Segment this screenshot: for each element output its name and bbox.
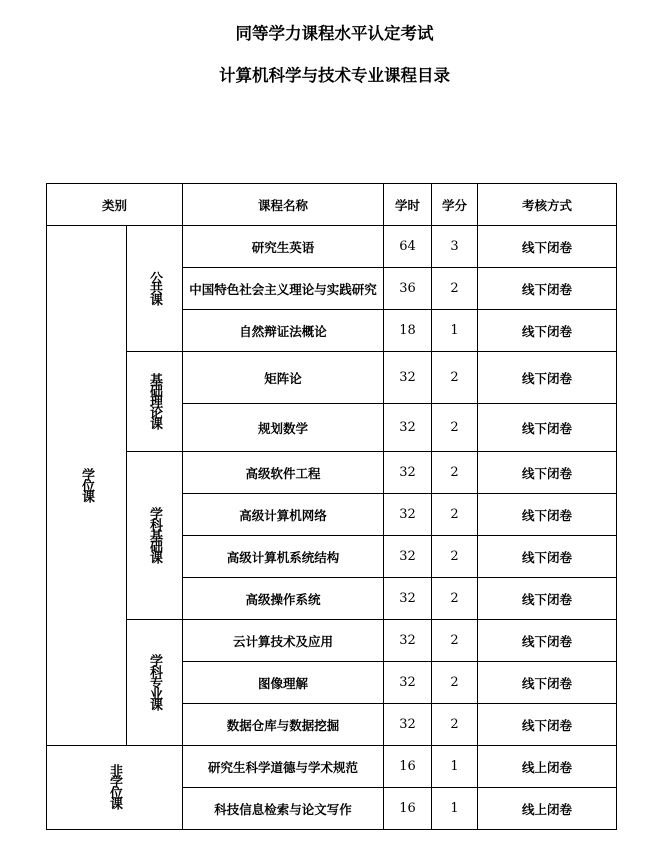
course-credits: 2 — [432, 404, 478, 452]
course-name: 数据仓库与数据挖掘 — [183, 704, 384, 746]
course-exam: 线上闭卷 — [478, 788, 617, 830]
course-credits: 1 — [432, 746, 478, 788]
table-row — [47, 352, 617, 404]
course-credits: 2 — [432, 536, 478, 578]
course-credits: 2 — [432, 494, 478, 536]
group-subject-basic — [127, 452, 183, 620]
course-exam: 线下闭卷 — [478, 226, 617, 268]
course-name: 高级操作系统 — [183, 578, 384, 620]
group-subject-major — [127, 620, 183, 746]
course-name: 矩阵论 — [183, 352, 384, 404]
course-hours: 32 — [384, 452, 432, 494]
course-credits: 2 — [432, 452, 478, 494]
course-hours: 16 — [384, 746, 432, 788]
course-hours: 18 — [384, 310, 432, 352]
course-exam: 线下闭卷 — [478, 310, 617, 352]
course-name: 规划数学 — [183, 404, 384, 452]
course-name: 研究生科学道德与学术规范 — [183, 746, 384, 788]
table-row — [47, 746, 617, 788]
course-hours: 32 — [384, 352, 432, 404]
header-exam-method: 考核方式 — [478, 184, 617, 226]
course-exam: 线上闭卷 — [478, 746, 617, 788]
course-credits: 2 — [432, 704, 478, 746]
table-header-row — [47, 184, 617, 226]
course-name: 图像理解 — [183, 662, 384, 704]
course-exam: 线下闭卷 — [478, 704, 617, 746]
header-course-name: 课程名称 — [183, 184, 384, 226]
course-hours: 32 — [384, 704, 432, 746]
course-credits: 1 — [432, 310, 478, 352]
course-hours: 32 — [384, 620, 432, 662]
course-hours: 32 — [384, 404, 432, 452]
table-row — [47, 226, 617, 268]
header-category: 类别 — [47, 184, 183, 226]
course-exam: 线下闭卷 — [478, 404, 617, 452]
course-exam: 线下闭卷 — [478, 578, 617, 620]
course-name: 自然辩证法概论 — [183, 310, 384, 352]
course-name: 中国特色社会主义理论与实践研究 — [183, 268, 384, 310]
group-public — [127, 226, 183, 352]
course-hours: 36 — [384, 268, 432, 310]
course-credits: 2 — [432, 268, 478, 310]
header-credits: 学分 — [432, 184, 478, 226]
page-subtitle: 计算机科学与技术专业课程目录 — [219, 66, 450, 85]
course-hours: 32 — [384, 662, 432, 704]
table-row — [47, 620, 617, 662]
course-hours: 32 — [384, 578, 432, 620]
table-row — [47, 452, 617, 494]
header-hours: 学时 — [384, 184, 432, 226]
course-exam: 线下闭卷 — [478, 494, 617, 536]
course-credits: 1 — [432, 788, 478, 830]
course-hours: 64 — [384, 226, 432, 268]
course-credits: 3 — [432, 226, 478, 268]
course-exam: 线下闭卷 — [478, 352, 617, 404]
course-exam: 线下闭卷 — [478, 452, 617, 494]
group-subject-basic-label: 学科基础课 — [147, 506, 162, 562]
group-public-label: 公共课 — [147, 270, 162, 304]
course-credits: 2 — [432, 620, 478, 662]
course-hours: 32 — [384, 536, 432, 578]
group-basic-theory-label: 基础理论课 — [147, 372, 162, 428]
course-name: 科技信息检索与论文写作 — [183, 788, 384, 830]
page-title: 同等学力课程水平认定考试 — [235, 24, 434, 43]
course-hours: 32 — [384, 494, 432, 536]
course-hours: 16 — [384, 788, 432, 830]
course-credits: 2 — [432, 352, 478, 404]
course-name: 云计算技术及应用 — [183, 620, 384, 662]
course-name: 研究生英语 — [183, 226, 384, 268]
course-exam: 线下闭卷 — [478, 268, 617, 310]
course-exam: 线下闭卷 — [478, 662, 617, 704]
group-non-degree-label: 非学位课 — [107, 764, 122, 808]
group-basic-theory — [127, 352, 183, 452]
course-name: 高级软件工程 — [183, 452, 384, 494]
course-exam: 线下闭卷 — [478, 620, 617, 662]
group-non-degree — [47, 746, 183, 830]
course-name: 高级计算机系统结构 — [183, 536, 384, 578]
group-degree — [47, 226, 127, 746]
group-degree-label: 学位课 — [79, 467, 94, 501]
course-credits: 2 — [432, 578, 478, 620]
group-subject-major-label: 学科专业课 — [147, 653, 162, 709]
course-credits: 2 — [432, 662, 478, 704]
course-exam: 线下闭卷 — [478, 536, 617, 578]
course-table — [46, 183, 617, 830]
course-name: 高级计算机网络 — [183, 494, 384, 536]
